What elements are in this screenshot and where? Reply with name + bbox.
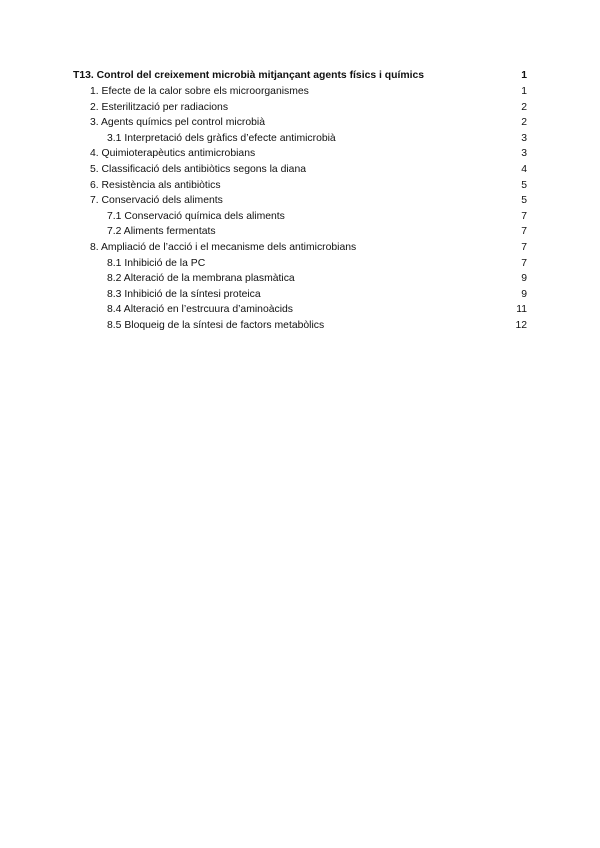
toc-entry-label: 8.3 Inhibició de la síntesi proteica — [107, 288, 261, 300]
toc-entry-5[interactable] — [73, 162, 527, 178]
toc-entry-1[interactable] — [73, 84, 527, 100]
toc-entry-label: 1. Efecte de la calor sobre els microorganismes — [90, 86, 309, 97]
toc-title: T13. Control del creixement microbià mitjançant agents físics i químics — [73, 70, 425, 81]
toc-entry-page-number: 12 — [515, 319, 527, 331]
toc-entry-page-number: 3 — [521, 148, 527, 160]
toc-entry-page-number: 7 — [521, 226, 527, 238]
toc-entry-page-number: 2 — [521, 117, 527, 129]
toc-entry-label: 8.1 Inhibició de la PC — [107, 257, 206, 269]
toc-entry-8-4[interactable] — [73, 302, 527, 318]
toc-entry-label: 8.5 Bloqueig de la síntesi de factors metabòlics — [107, 319, 325, 331]
toc-entry-label: 3.1 Interpretació dels gràfics d’efecte antimicrobià — [107, 132, 336, 144]
toc-entry-3[interactable] — [73, 115, 527, 131]
toc-entry-6[interactable] — [73, 178, 527, 194]
toc-entry-7-1[interactable] — [73, 209, 527, 225]
toc-entry-label: 7.2 Aliments fermentats — [107, 226, 216, 238]
toc-entry-page-number: 9 — [521, 288, 527, 300]
toc-entry-page-number: 5 — [521, 195, 527, 207]
toc-entry-page-number: 2 — [521, 101, 527, 113]
toc-entry-8[interactable] — [73, 240, 527, 256]
toc-entry-label: 6. Resistència als antibiòtics — [90, 179, 221, 191]
toc-entry-page-number: 7 — [521, 241, 527, 253]
toc-entry-page-number: 11 — [516, 304, 527, 316]
toc-title-page-number: 1 — [521, 70, 527, 81]
toc-entry-label: 7. Conservació dels aliments — [90, 195, 223, 207]
toc-entry-2[interactable] — [73, 100, 527, 116]
toc-entry-label: 8.2 Alteració de la membrana plasmàtica — [107, 273, 295, 285]
toc-entry-label: 4. Quimioterapèutics antimicrobians — [90, 148, 256, 160]
toc-entry-page-number: 4 — [521, 163, 527, 175]
toc-entry-label: 8. Ampliació de l’acció i el mecanisme dels antimicrobians — [90, 241, 357, 253]
toc-entry-label: 3. Agents químics pel control microbià — [90, 117, 265, 129]
toc-entry-page-number: 3 — [521, 132, 527, 144]
toc-entry-label: 8.4 Alteració en l’estrcuura d’aminoàcids — [107, 304, 293, 316]
toc-entry-page-number: 5 — [521, 179, 527, 191]
toc-entry-label: 2. Esterilització per radiacions — [90, 101, 229, 113]
toc-entry-page-number: 7 — [521, 210, 527, 222]
toc-entry-8-2[interactable] — [73, 271, 527, 287]
toc-title-row[interactable] — [73, 67, 527, 84]
toc-entry-page-number: 9 — [521, 273, 527, 285]
toc-entry-8-5[interactable] — [73, 318, 527, 334]
toc-entry-page-number: 1 — [521, 86, 527, 97]
toc-entry-label: 5. Classificació dels antibiòtics segons la diana — [90, 163, 307, 175]
toc-entry-7-2[interactable] — [73, 224, 527, 240]
toc-entry-3-1[interactable] — [73, 131, 527, 147]
toc-entry-7[interactable] — [73, 193, 527, 209]
toc-entry-page-number: 7 — [521, 257, 527, 269]
toc-entry-8-1[interactable] — [73, 256, 527, 272]
table-of-contents — [73, 67, 527, 334]
toc-entry-4[interactable] — [73, 146, 527, 162]
toc-entry-label: 7.1 Conservació química dels aliments — [107, 210, 285, 222]
toc-entry-8-3[interactable] — [73, 287, 527, 303]
